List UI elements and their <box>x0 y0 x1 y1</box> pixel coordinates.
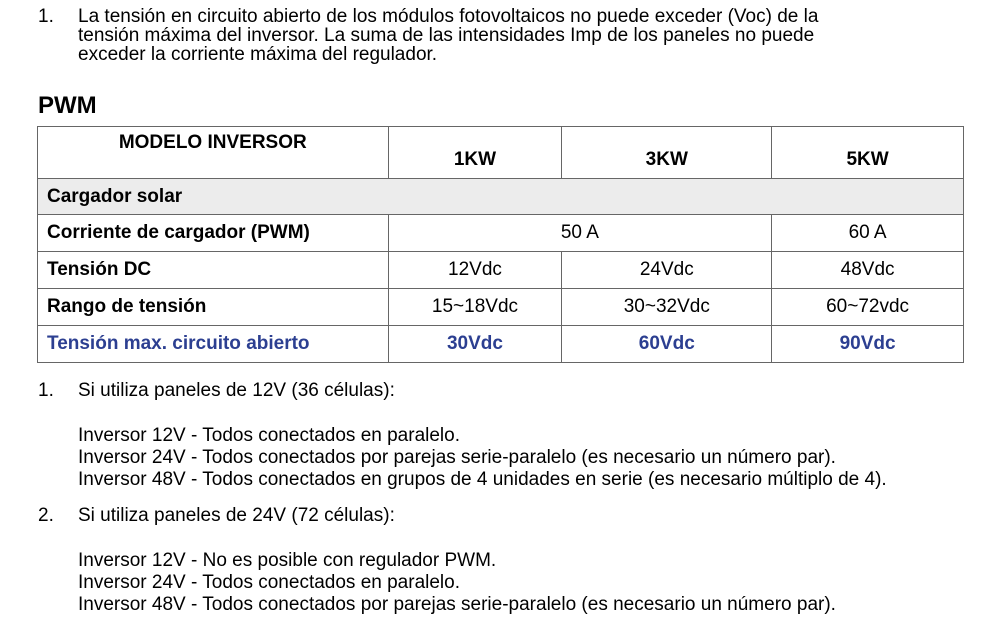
table-section-row <box>38 179 964 215</box>
intro-line: exceder la corriente máxima del regulador. <box>78 44 438 65</box>
cell-merged: 50 A <box>388 215 772 252</box>
header-3kw: 3KW <box>562 127 772 179</box>
note-item-2 <box>38 505 978 616</box>
row-label: Rango de tensión <box>38 289 389 326</box>
section-label: Cargador solar <box>38 179 964 215</box>
table-row <box>38 215 964 252</box>
note-number: 2. <box>38 505 54 526</box>
cell-value: 15~18Vdc <box>388 289 562 326</box>
cell-value: 48Vdc <box>772 252 964 289</box>
note-line: Inversor 48V - Todos conectados por parejas serie-paralelo (es necesario un número par). <box>78 594 836 615</box>
intro-paragraph <box>38 7 938 64</box>
cell-value: 24Vdc <box>562 252 772 289</box>
intro-text <box>78 7 938 64</box>
intro-number: 1. <box>38 6 54 27</box>
cell-value: 60 A <box>772 215 964 252</box>
intro-line: tensión máxima del inversor. La suma de las intensidades Imp de los paneles no puede <box>78 25 815 46</box>
cell-value: 30Vdc <box>388 326 562 363</box>
spec-table <box>37 126 964 363</box>
cell-value: 12Vdc <box>388 252 562 289</box>
header-5kw: 5KW <box>772 127 964 179</box>
row-label: Tensión DC <box>38 252 389 289</box>
header-model: MODELO INVERSOR <box>38 127 389 179</box>
cell-value: 60Vdc <box>562 326 772 363</box>
note-title: Si utiliza paneles de 12V (36 células): <box>78 380 395 401</box>
table-header-row <box>38 127 964 179</box>
row-label: Corriente de cargador (PWM) <box>38 215 389 252</box>
table-row <box>38 289 964 326</box>
note-line: Inversor 48V - Todos conectados en grupos de 4 unidades en serie (es necesario múltiplo de 4). <box>78 469 887 490</box>
row-label: Tensión max. circuito abierto <box>38 326 389 363</box>
intro-line: La tensión en circuito abierto de los módulos fotovoltaicos no puede exceder (Voc) de la <box>78 6 819 27</box>
section-heading: PWM <box>38 92 97 119</box>
note-line: Inversor 24V - Todos conectados en paralelo. <box>78 572 460 593</box>
cell-value: 30~32Vdc <box>562 289 772 326</box>
note-line: Inversor 24V - Todos conectados por parejas serie-paralelo (es necesario un número par). <box>78 447 836 468</box>
cell-value: 90Vdc <box>772 326 964 363</box>
table-row <box>38 252 964 289</box>
note-item-1 <box>38 380 978 491</box>
note-title: Si utiliza paneles de 24V (72 células): <box>78 505 395 526</box>
note-line: Inversor 12V - No es posible con regulador PWM. <box>78 550 497 571</box>
note-line: Inversor 12V - Todos conectados en paralelo. <box>78 425 460 446</box>
table-row-highlight <box>38 326 964 363</box>
note-lines <box>78 550 978 616</box>
cell-value: 60~72vdc <box>772 289 964 326</box>
note-lines <box>78 425 978 491</box>
header-1kw: 1KW <box>388 127 562 179</box>
note-number: 1. <box>38 380 54 401</box>
